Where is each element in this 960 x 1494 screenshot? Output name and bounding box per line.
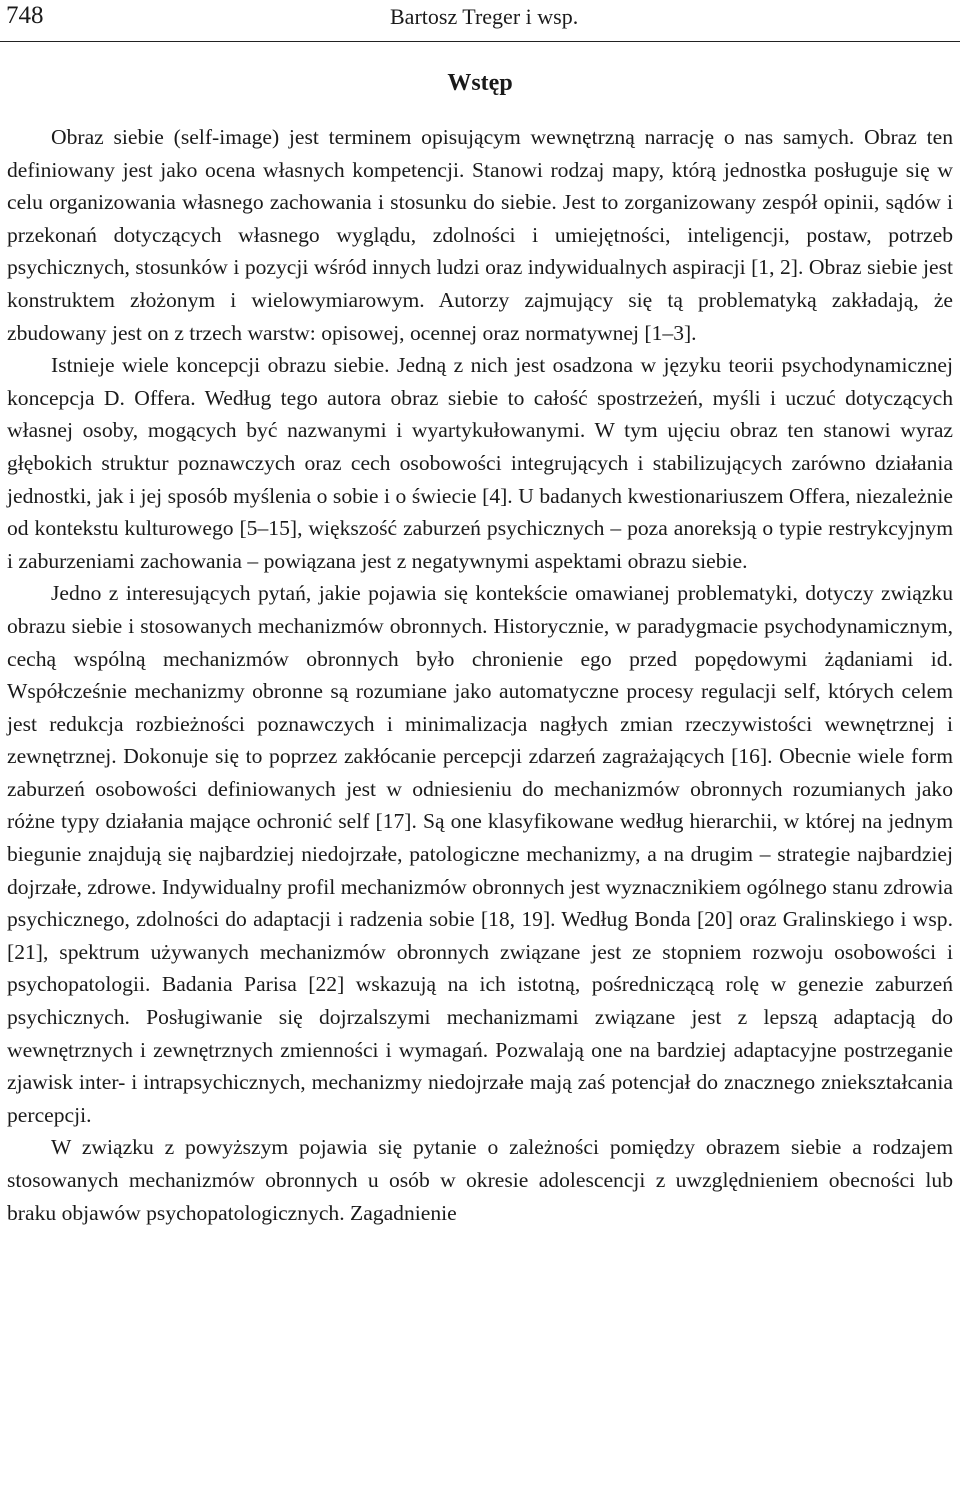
- body-text: [7, 121, 953, 1229]
- paragraph: Obraz siebie (self-image) jest terminem opisującym wewnętrzną narrację o nas samych. Obraz ten definiowany jest jako ocena własnych kompetencji. Stanowi rodzaj mapy, którą jednostka posługuje się w celu organizowania własnego zachowania i stosunku do siebie. Jest to zorganizowany zespół opinii, sądów i przekonań dotyczących własnego wyglądu, zdolności i umiejętności, inteligencji, postaw, potrzeb psychicznych, stosunków i pozycji wśród innych ludzi oraz indywidualnych aspiracji [1, 2]. Obraz siebie jest konstruktem złożonym i wielowymiarowym. Autorzy zajmujący się tą problematyką zakładają, że zbudowany jest on z trzech warstw: opisowej, ocennej oraz normatywnej [1–3].: [7, 125, 953, 345]
- page-number: 748: [6, 2, 44, 29]
- paragraph: W związku z powyższym pojawia się pytanie o zależności pomiędzy obrazem siebie a rodzajem stosowanych mechanizmów obronnych u osób w okresie adolescencji z uwzględnieniem obecności lub braku objawów psychopatologicznych. Zagadnienie: [7, 1135, 953, 1225]
- running-title: Bartosz Treger i wsp.: [390, 4, 579, 29]
- paragraph: Istnieje wiele koncepcji obrazu siebie. Jedną z nich jest osadzona w języku teorii psychodynamicznej koncepcja D. Offera. Według tego autora obraz siebie to całość spostrzeżeń, myśli i uczuć dotyczących własnej osoby, mogących być nazwanymi i wyartykułowanymi. W tym ujęciu obraz ten stanowi wyraz głębokich struktur poznawczych oraz cech osobowości integrujących i stabilizujących zarówno działania jednostki, jak i jej sposób myślenia o sobie i o świecie [4]. U badanych kwestionariuszem Offera, niezależnie od kontekstu kulturowego [5–15], większość zaburzeń psychicznych – poza anoreksją o typie restrykcyjnym i zaburzeniami zachowania – powiązana jest z negatywnymi aspektami obrazu siebie.: [7, 353, 953, 573]
- running-header: [0, 0, 960, 42]
- paragraph: Jedno z interesujących pytań, jakie pojawia się kontekście omawianej problematyki, dotyczy związku obrazu siebie i stosowanych mechanizmów obronnych. Historycznie, w paradygmacie psychodynamicznym, cechą wspólną mechanizmów obronnych było chronienie ego przed popędowymi żądaniami id. Współcześnie mechanizmy obronne są rozumiane jako automatyczne procesy regulacji self, których celem jest redukcja rozbieżności poznawczych i minimalizacja nagłych zmian rzeczywistości wewnętrznej i zewnętrznej. Dokonuje się to poprzez zakłócanie percepcji zdarzeń zagrażających [16]. Obecnie wiele form zaburzeń osobowości definiowanych jest w odniesieniu do mechanizmów obronnych rozumianych jako różne typy działania mające ochronić self [17]. Są one klasyfikowane według hierarchii, w której na jednym biegunie znajdują się najbardziej niedojrzałe, patologiczne mechanizmy, a na drugim – strategie najbardziej dojrzałe, zdrowe. Indywidualny profil mechanizmów obronnych jest wyznacznikiem ogólnego stanu zdrowia psychicznego, zdolności do adaptacji i radzenia sobie [18, 19]. Według Bonda [20] oraz Gralinskiego i wsp. [21], spektrum używanych mechanizmów obronnych związane jest ze stopniem rozwoju osobowości i psychopatologii. Badania Parisa [22] wskazują na ich istotną, pośredniczącą rolę w genezie zaburzeń psychicznych. Posługiwanie się dojrzalszymi mechanizmami związane jest z lepszą adaptacją do wewnętrznych i zewnętrznych zmienności i wymagań. Pozwalają one na bardziej adaptacyjne postrzeganie zjawisk inter- i intrapsychicznych, mechanizmy niedojrzałe mają zaś potencjał do znacznego zniekształcania percepcji.: [7, 581, 953, 1127]
- header-rule: [0, 41, 960, 42]
- section-heading: Wstęp: [447, 70, 513, 96]
